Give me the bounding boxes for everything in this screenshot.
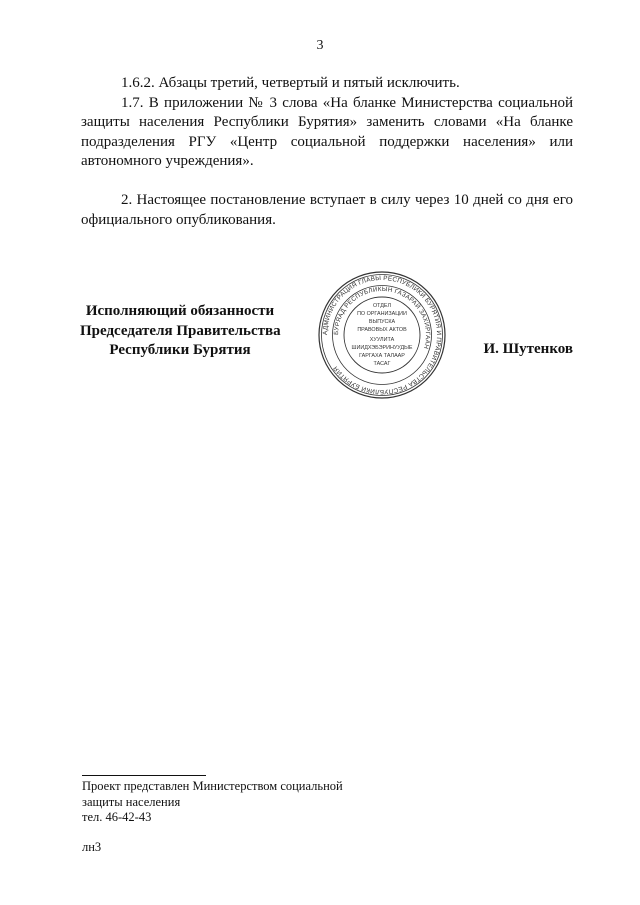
signature-position	[80, 302, 280, 361]
seal-center-line: ПО ОРГАНИЗАЦИИ	[357, 311, 407, 317]
seal-center-line: ВЫПУСКА	[368, 319, 396, 325]
official-seal-stamp	[317, 270, 447, 400]
footnote-line: защиты населения	[82, 794, 181, 809]
seal-center-line: ПРАВОВЫХ АКТОВ	[357, 327, 407, 333]
footnote-ref: лн3	[82, 839, 102, 854]
seal-center-line: ШИИДХЭБЭРИНУУДЫЕ	[351, 345, 413, 351]
seal-outer-textpath: АДМИНИСТРАЦИЯ ГЛАВЫ РЕСПУБЛИКИ БУРЯТИЯ И ПРАВИТЕЛЬСТВА РЕСПУБЛИКИ БУРЯТИЯ	[321, 274, 443, 396]
footnote-separator	[82, 775, 206, 776]
seal-inner-textpath: БУРЯАД РЕСПУБЛИКЫН ГАЗАРАЙ ЗАХИРГААН	[332, 285, 432, 350]
seal-center-line: ТАСАГ	[373, 361, 391, 367]
signature-position-line: Председателя Правительства	[80, 322, 281, 339]
seal-center-line: ГАРГАХА ТАЛААР	[359, 353, 405, 359]
signature-position-line: Исполняющий обязанности	[85, 303, 275, 319]
seal-center-line: ХУУЛИТА	[369, 337, 395, 343]
signer-name: И. Шутенков	[483, 341, 573, 357]
paragraph-1-6-2: 1.6.2. Абзацы третий, четвертый и пятый исключить.	[121, 75, 460, 91]
body-text	[81, 74, 573, 230]
footnote-phone: тел. 46-42-43	[82, 810, 152, 824]
seal-center-line: ОТДЕЛ	[372, 303, 392, 309]
seal-center-text	[352, 303, 413, 367]
signature-position-line: Республики Бурятия	[109, 342, 251, 358]
paragraph-1-7: 1.7. В приложении № 3 слова «На бланке Министерства социальной защиты населения Республики Бурятия» заменить словами «На бланке подразделения РГУ «Центр социальной поддержки населения» или автономного учреждения».	[81, 94, 573, 169]
footnote	[82, 779, 343, 855]
page-number: 3	[316, 38, 324, 53]
footnote-line: Проект представлен Министерством социальной	[82, 779, 343, 793]
paragraph-2: 2. Настоящее постановление вступает в силу через 10 дней со дня его официального опубликования.	[81, 192, 573, 228]
